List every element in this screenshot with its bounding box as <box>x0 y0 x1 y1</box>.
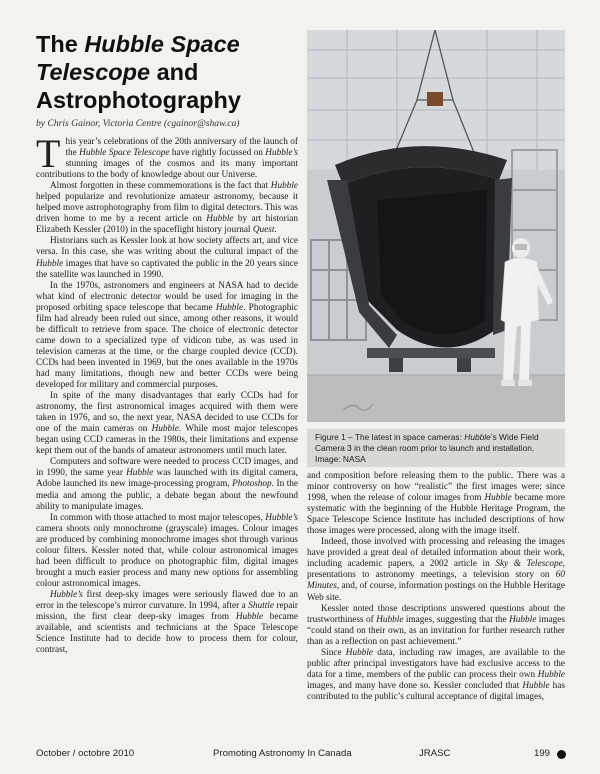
left-column <box>36 131 298 656</box>
page-footer <box>36 748 565 762</box>
paragraph-3: Historians such as Kessler look at how society affects art, and vice versa. In this case, she was writing about the cultural impact of the Hubble images that have so captivated the public in the 20 years since the satellite was launched in 1990. <box>36 236 298 280</box>
paragraph-2: Almost forgotten in these commemorations is the fact that Hubble helped popularize and revolutionize amateur astronomy, because it helped move astrophotography from film to digital detectors. This was driven home to me by a recent article on Hubble by art historian Elizabeth Kessler (2010) in the spaceflight history journal Quest. <box>36 181 298 236</box>
drop-cap: T <box>36 131 61 176</box>
right-paragraph-2: Indeed, those involved with processing and releasing the images have provided a great deal of detailed information about their work, including academic papers, a 2002 article in Sky & Telescope, presentations to astronomy meetings, a television story on 60 Minutes, and, of course, information postings on the Hubble Heritage Web site. <box>307 537 565 603</box>
footer-tagline: Promoting Astronomy In Canada <box>213 748 352 759</box>
footer-journal: JRASC <box>419 748 451 759</box>
paragraph-7: In common with those attached to most major telescopes, Hubble’s camera shoots only monochrome (grayscale) images. Colour images are produced by combining monochrome images shot through various colour filters. Kessler noted that, while colour astronomical images had been difficult to produce on photographic film, digital images brought a much easier process and many new options for assembling colour astronomical images. <box>36 512 298 589</box>
paragraph-1: This year’s celebrations of the 20th anniversary of the launch of the Hubble Space Telescope have rightly focussed on Hubble’s stunning images of the cosmos and its many important contributions to the body of knowledge about our Universe. <box>36 131 298 181</box>
paragraph-5: In spite of the many disadvantages that early CCDs had for astronomy, the first astronomical images acquired with them were taken in 1976, and so, the next year, NASA decided to use CCDs for one of the main cameras on Hubble. While most major telescopes began using CCD cameras in the 1980s, their limitations and expense kept them out of the hands of amateur astronomers until much later. <box>36 391 298 457</box>
bullet-dot-icon <box>557 750 566 759</box>
paragraph-6: Computers and software were needed to process CCD images, and in 1990, the same year Hubble was launched with its digital camera, Adobe launched its new image-processing program, Photoshop. In the media and among the public, a debate began about the newfound ability to manipulate images. <box>36 457 298 512</box>
right-column <box>307 471 565 703</box>
article-title <box>36 30 298 114</box>
paragraph-4: In the 1970s, astronomers and engineers at NASA had to decide what kind of electronic detector would be used for imaging in the proposed orbiting space telescope that became Hubble. Photographic film had already been ruled out since, among other reasons, it would be difficult to retrieve from space. The choice of electronic detector came down to a specialized type of vidicon tube, as was used in television cameras at the time, or the charge coupled device (CCD). CCDs had been invented in 1969, but the ones available in the 1970s had many limitations, though new and better CCDs were being developed for military and commercial purposes. <box>36 280 298 391</box>
title-italic: Hubble Space Telescope <box>36 31 240 85</box>
paragraph-8: Hubble’s first deep-sky images were seriously flawed due to an error in the telescope’s mirror curvature. In 1994, after a Shuttle repair mission, the first clear deep-sky images from Hubble became available, and scientists and technicians at the Space Telescope Science Institute had to decide how to process them for colour, contrast, <box>36 589 298 656</box>
byline: by Chris Gainor, Victoria Centre (cgainor@shaw.ca) <box>36 118 240 129</box>
right-paragraph-3: Kessler noted those descriptions answered questions about the trustworthiness of Hubble images, suggesting that the Hubble images “could stand on their own, as an invitation for further research rather than as a reflection on past achievement.” <box>307 603 566 647</box>
right-paragraph-1: and composition before releasing them to the public. There was a minor controversy on how “realistic” the first images were; since 1998, when the release of colour images from Hubble became more systematic with the beginning of the Hubble Heritage Program, the Space Telescope Science Institute has included descriptions of how those images were processed, along with the image itself. <box>307 471 566 537</box>
wfc3-photo <box>307 30 565 422</box>
right-paragraph-4: Since Hubble data, including raw images, are available to the public after principal investigators have had exclusive access to the data for a time, members of the public can process their own Hubble images, and many have done so. Kessler concluded that Hubble has contributed to the public’s cultural acceptance of digital images, <box>307 647 565 702</box>
page-number: 199 <box>534 748 551 759</box>
footer-date: October / octobre 2010 <box>36 748 135 759</box>
title-suffix: and Astrophotography <box>36 59 241 113</box>
title-prefix: The <box>36 31 85 57</box>
figure-caption: Figure 1 – The latest in space cameras: Hubble’s Wide Field Camera 3 in the clean room prior to launch and installation. Image: NASA <box>307 429 565 467</box>
clean-room-illustration <box>307 30 565 422</box>
